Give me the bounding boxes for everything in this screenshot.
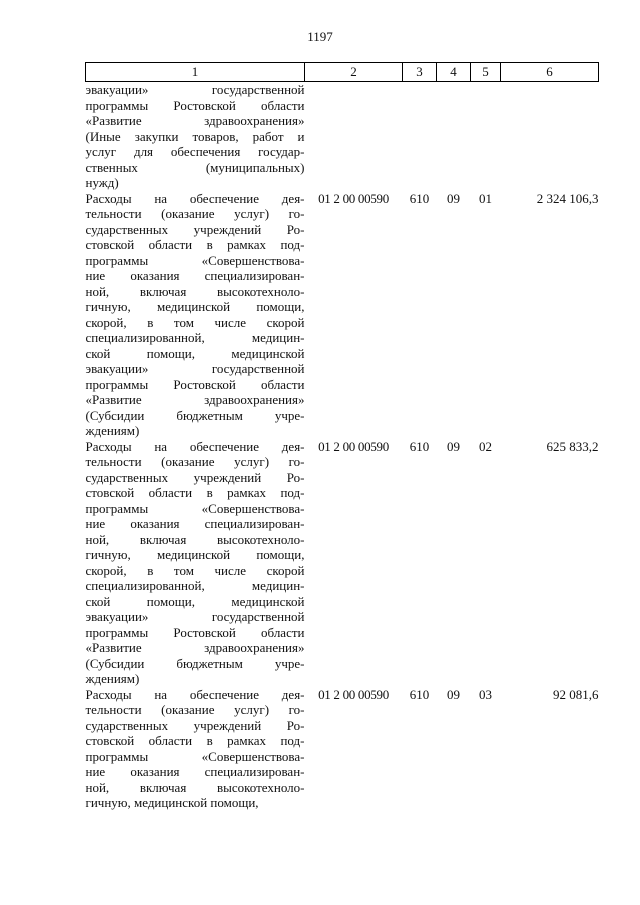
row-description — [86, 439, 305, 687]
description-line: эвакуации» государственной — [85, 361, 305, 376]
budget-table — [85, 62, 599, 811]
subsection-code: 02 — [479, 438, 492, 454]
description-line: «Развитие здравоохранения» — [85, 113, 305, 128]
description-line: тельности (оказание услуг) го- — [85, 702, 305, 717]
section-code: 09 — [447, 190, 460, 206]
column-header-3: 3 — [403, 63, 437, 82]
description-line: сударственных учреждений Ро- — [85, 469, 305, 485]
row-description — [86, 191, 305, 439]
description-line: ной, включая высокотехноло- — [85, 779, 305, 795]
expense-type: 610 — [409, 190, 430, 206]
description-line: ной, включая высокотехноло- — [85, 531, 305, 547]
column-header-6: 6 — [501, 63, 599, 82]
section-code: 09 — [447, 438, 460, 454]
description-line: ждениям) — [85, 423, 140, 438]
description-line: (Субсидии бюджетным учре- — [85, 655, 305, 671]
description-line: ние оказания специализирован- — [85, 516, 305, 531]
target-article-code: 01 2 00 00590 — [318, 438, 389, 454]
subsection-code: 03 — [479, 686, 492, 702]
description-line: специализированной, медицин- — [85, 330, 305, 345]
description-line: гичную, медицинской помощи, — [85, 795, 259, 810]
description-line: тельности (оказание услуг) го- — [85, 454, 305, 469]
column-header-4: 4 — [437, 63, 471, 82]
table-header-row — [86, 63, 599, 82]
description-line: гичную, медицинской помощи, — [85, 547, 305, 562]
description-line: программы Ростовской области — [85, 376, 305, 392]
column-header-2: 2 — [305, 63, 403, 82]
amount-value: 2 324 106,3 — [536, 190, 599, 206]
description-line: программы «Совершенствова- — [85, 748, 305, 764]
description-line: стовской области в рамках под- — [85, 485, 305, 500]
expense-type: 610 — [409, 438, 430, 454]
description-line: ждениям) — [85, 671, 140, 686]
amount-value: 625 833,2 — [546, 438, 599, 454]
column-header-1: 1 — [86, 63, 305, 82]
target-article-code — [305, 82, 403, 191]
description-line: ние оказания специализирован- — [85, 268, 305, 283]
table-row — [86, 82, 599, 191]
description-line: ственных (муниципальных) — [85, 159, 305, 175]
description-line: услуг для обеспечения государ- — [85, 144, 305, 159]
description-line: (Иные закупки товаров, работ и — [85, 128, 305, 144]
expense-type — [403, 82, 437, 191]
description-line: эвакуации» государственной — [85, 82, 305, 97]
row-description — [86, 687, 305, 811]
description-line: тельности (оказание услуг) го- — [85, 206, 305, 221]
description-line: «Развитие здравоохранения» — [85, 392, 305, 407]
description-line: Расходы на обеспечение дея- — [85, 190, 305, 206]
description-line: «Развитие здравоохранения» — [85, 640, 305, 655]
description-line: сударственных учреждений Ро- — [85, 717, 305, 733]
description-line: ние оказания специализирован- — [85, 764, 305, 779]
description-line: программы Ростовской области — [85, 97, 305, 113]
target-article-code: 01 2 00 00590 — [318, 190, 389, 206]
table-row — [86, 191, 599, 439]
page-number: 1197 — [307, 29, 333, 44]
description-line: скорой, в том числе скорой — [85, 562, 305, 578]
amount-value — [501, 82, 599, 191]
description-line: Расходы на обеспечение дея- — [85, 686, 305, 702]
description-line: программы Ростовской области — [85, 624, 305, 640]
description-line: стовской области в рамках под- — [85, 733, 305, 748]
description-line: сударственных учреждений Ро- — [85, 221, 305, 237]
description-line: ской помощи, медицинской — [85, 345, 305, 361]
description-line: Расходы на обеспечение дея- — [85, 438, 305, 454]
description-line: стовской области в рамках под- — [85, 237, 305, 252]
expense-type: 610 — [409, 686, 430, 702]
description-line: (Субсидии бюджетным учре- — [85, 407, 305, 423]
amount-value: 92 081,6 — [553, 686, 599, 702]
subsection-code — [471, 82, 501, 191]
subsection-code: 01 — [479, 190, 492, 206]
description-line: ской помощи, медицинской — [85, 593, 305, 609]
table-row — [86, 687, 599, 811]
description-line: нужд) — [85, 175, 119, 190]
description-line: скорой, в том числе скорой — [85, 314, 305, 330]
description-line: ной, включая высокотехноло- — [85, 283, 305, 299]
row-description — [86, 82, 305, 191]
description-line: эвакуации» государственной — [85, 609, 305, 624]
description-line: специализированной, медицин- — [85, 578, 305, 593]
description-line: программы «Совершенствова- — [85, 252, 305, 268]
section-code: 09 — [447, 686, 460, 702]
section-code — [437, 82, 471, 191]
table-row — [86, 439, 599, 687]
description-line: программы «Совершенствова- — [85, 500, 305, 516]
target-article-code: 01 2 00 00590 — [318, 686, 389, 702]
column-header-5: 5 — [471, 63, 501, 82]
description-line: гичную, медицинской помощи, — [85, 299, 305, 314]
